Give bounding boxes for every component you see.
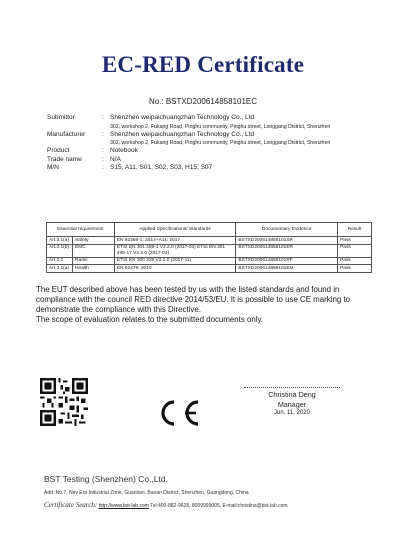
table-row: [47, 257, 372, 265]
model-row: [47, 164, 377, 173]
search-label: Certificate Search:: [44, 501, 98, 509]
certificate-title: EC-RED Certificate: [101, 52, 305, 77]
topic-cell: Health: [72, 265, 114, 273]
topic-cell: Safety: [72, 237, 114, 245]
standards-cell: EN 62479: 2010: [114, 265, 235, 273]
manufacturer-name: Shenzhen weipaichuangzhan Technology Co., Ltd: [110, 130, 255, 138]
article-cell: Art.3.1(a): [47, 237, 73, 245]
article-cell: Art.3.2: [47, 257, 73, 265]
header-standards: Applied Specifications/ Standards: [114, 223, 235, 237]
trade-name-row: [47, 156, 377, 165]
table-row: [47, 237, 372, 245]
manufacturer-address: 302, workshop 2, Fukang Road, Pinghu community, Pinghu street, Longgang District, Shenzhen: [110, 140, 331, 146]
submitter-row: [47, 114, 377, 131]
signatory-name: Christina Deng: [268, 390, 316, 399]
header-requirement: Essential requirement: [47, 223, 115, 237]
standards-cell: EN 62368-1: 2014+A11: 2017: [114, 237, 235, 245]
colon: :: [102, 164, 104, 171]
model-value: S15, A11, S01, S02, S03, H15, S07: [110, 164, 213, 171]
article-cell: Art.3.1(b): [47, 244, 73, 257]
table-row: [47, 265, 372, 273]
header-evidence: Documentary Evidence: [236, 223, 338, 237]
contact-info: Tel:400-882-9628, 8009999005, E-mail:christina@bst-lab.com: [150, 503, 288, 509]
manufacturer-row: [47, 131, 377, 148]
certificate-search: [44, 501, 288, 509]
submitter-address: 302, workshop 2, Fukang Road, Pinghu community, Pinghu street, Longgang District, Shenzhen: [110, 123, 331, 130]
evaluation-table: [46, 222, 372, 273]
topic-cell: EMC: [72, 244, 114, 257]
result-cell: Pass: [338, 257, 372, 265]
signature-block: [244, 387, 340, 419]
colon: :: [102, 155, 104, 163]
issuer-address: Add.:No.7, Nev Era Industrial Zone, Guantian, Baoan District, Shenzhen, Guangdong, China: [44, 490, 249, 496]
applicant-info: [47, 114, 377, 173]
topic-cell: Radio: [72, 257, 114, 265]
evidence-cell: BSTXD200614858101SR: [236, 237, 338, 245]
search-link[interactable]: http://www.bst-lab.com: [98, 503, 149, 509]
colon: :: [102, 130, 104, 138]
standards-cell: ETSI EN 300 328 V2.2.0 (2017-11): [114, 257, 235, 265]
manufacturer-value: [110, 131, 377, 148]
statement-paragraph: The EUT described above has been tested by us with the listed standards and found in compliance with the council RED directive 2014/53/EU. It is possible to use CE marking to demonstrate the compliance with this Directive.: [36, 285, 351, 314]
issue-date: Jun. 11, 2020: [274, 410, 310, 416]
result-cell: Pass: [338, 265, 372, 273]
qr-code-icon: [40, 378, 88, 426]
article-cell: Art.3.1(a): [47, 265, 73, 273]
scope-paragraph: The scope of evaluation relates to the submitted documents only.: [36, 315, 264, 324]
product-label: Product: [47, 147, 70, 154]
table-row: [47, 244, 372, 257]
certificate-number: No.: BSTXD200614858101EC: [148, 97, 258, 106]
colon: :: [102, 114, 104, 121]
signature-line: [244, 387, 340, 388]
compliance-statement: [36, 285, 376, 325]
trade-name-label: Trade name: [47, 155, 82, 163]
product-row: [47, 147, 377, 156]
submitter-value: [110, 114, 377, 131]
manufacturer-label: Manufacturer: [47, 130, 86, 138]
submitter-label: Submittor: [47, 114, 75, 121]
trade-name-value: N/A: [110, 155, 121, 163]
result-cell: Pass: [338, 237, 372, 245]
evidence-cell: BSTXD200614858101RF: [236, 257, 338, 265]
product-value: Notebook: [110, 147, 138, 154]
table-header-row: [47, 223, 372, 237]
evidence-cell: BSTXD200614858101ER: [236, 244, 338, 257]
colon: :: [102, 147, 104, 154]
signatory-title: Manager: [277, 399, 307, 409]
evidence-cell: BSTXD200614858101EM: [236, 265, 338, 273]
issuer-company: BST Testing (Shenzhen) Co.,Ltd.: [44, 474, 168, 484]
header-result: Result: [338, 223, 372, 237]
result-cell: Pass: [338, 244, 372, 257]
model-label: M/N: [47, 164, 59, 171]
standards-cell: ETSI EN 301 489-1 V2.2.0 (2017-03) ETSI EN 301 489-17 V3.2.0 (2017-03): [114, 244, 235, 257]
ce-mark-icon: [152, 398, 204, 428]
ce-mark: [152, 398, 204, 428]
submitter-name: Shenzhen weipaichuangzhan Technology Co., Ltd: [110, 114, 255, 121]
